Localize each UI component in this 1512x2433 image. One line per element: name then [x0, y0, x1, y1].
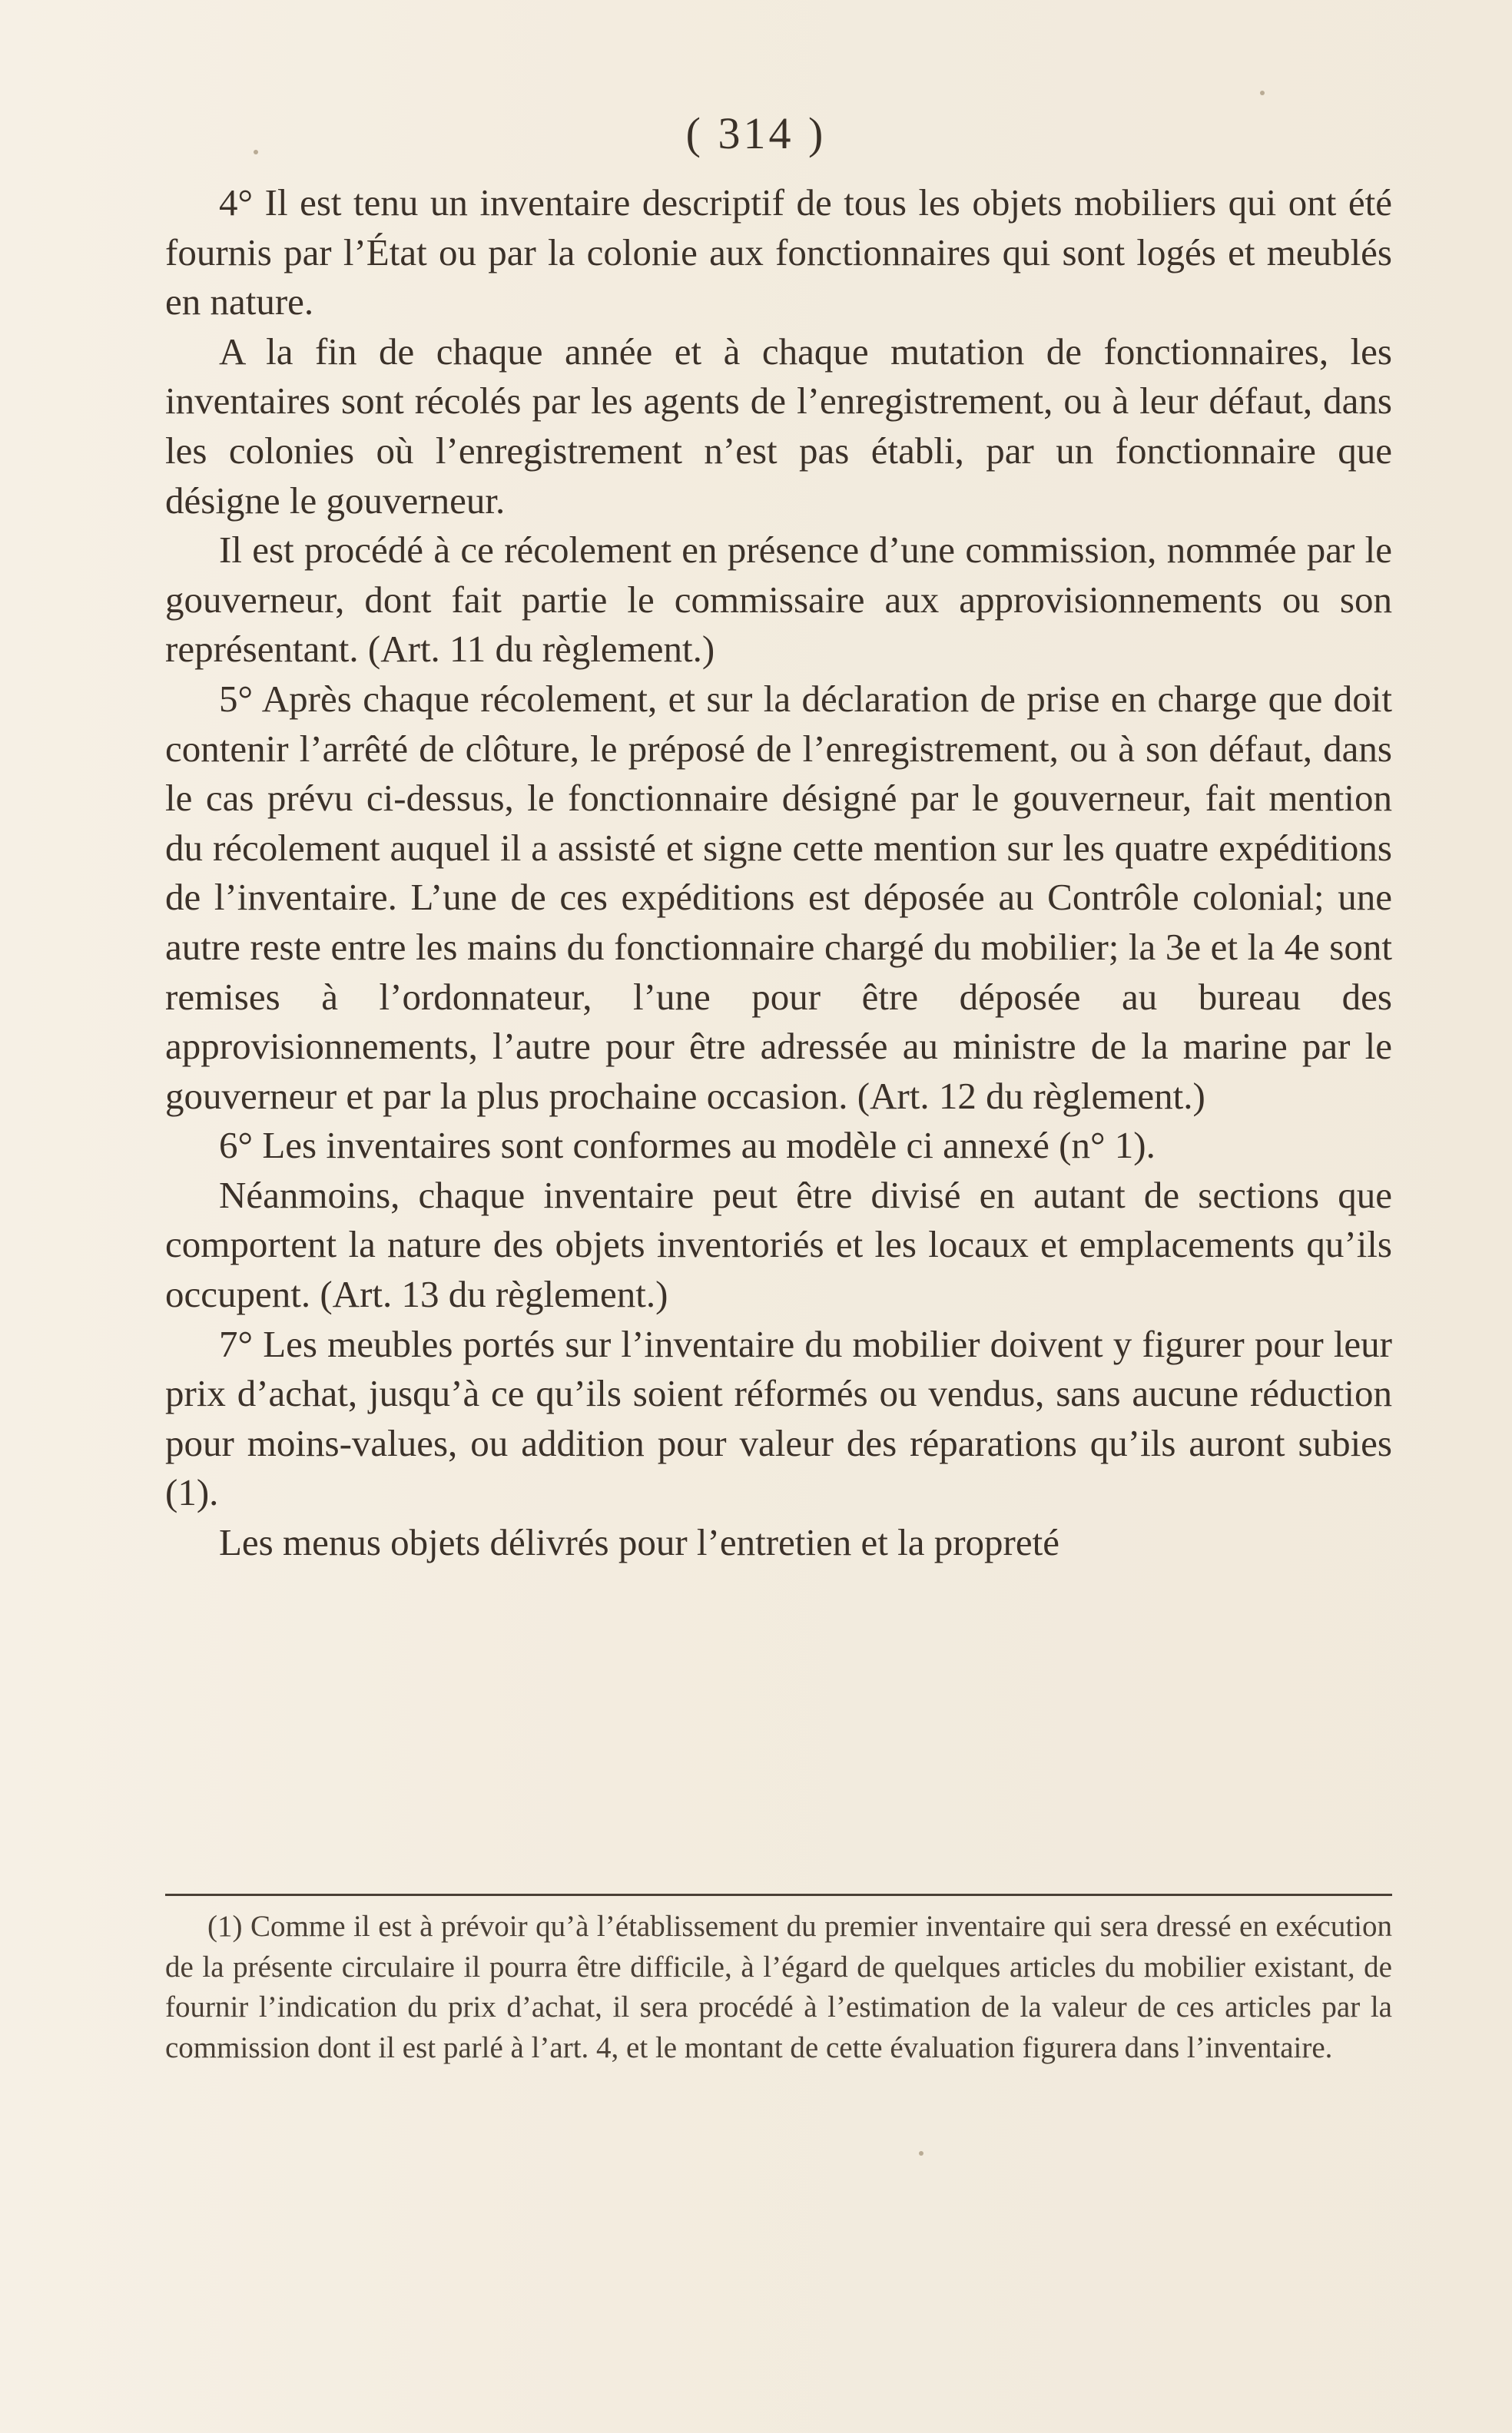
footnote-block [165, 1907, 1392, 2068]
footnote-text: (1) Comme il est à prévoir qu’à l’établissement du premier inventaire qui sera dressé en exécution de la présente circulaire il pourra être difficile, à l’égard de quelques articles du mobilier existant, de fournir l’indication du prix d’achat, il sera procédé à l’estimation de la valeur de ces articles par la commission dont il est parlé à l’art. 4, et le montant de cette évaluation figurera dans l’inventaire. [165, 1910, 1392, 2064]
paragraph-annual-recount: A la fin de chaque année et à chaque mutation de fonctionnaires, les inventaires sont récolés par les agents de l’enregistrement, ou à leur défaut, dans les colonies où l’enregistrement n’est pas établi, par un fonctionnaire que désigne le gouverneur. [165, 330, 1392, 522]
paper-speck [1260, 91, 1265, 95]
page-number-header: ( 314 ) [685, 108, 827, 158]
paragraph-menus-objets: Les menus objets délivrés pour l’entretien et la propreté [219, 1521, 1059, 1564]
paragraph-item-4: 4° Il est tenu un inventaire descriptif de tous les objets mobiliers qui ont été fournis par l’État ou par la colonie aux fonctionnaires qui sont logés et meublés en nature. [165, 181, 1392, 323]
paragraph-sections: Néanmoins, chaque inventaire peut être divisé en autant de sections que comportent la nature des objets inventoriés et les locaux et emplacements qu’ils occupent. (Art. 13 du règlement.) [165, 1173, 1392, 1316]
paragraph-item-7: 7° Les meubles portés sur l’inventaire du mobilier doivent y figurer pour leur prix d’achat, jusqu’à ce qu’ils soient réformés ou vendus, sans aucune réduction pour moins-values, ou addition pour valeur des réparations qu’ils auront subies (1). [165, 1322, 1392, 1514]
paper-speck [254, 150, 258, 154]
paragraph-item-6: 6° Les inventaires sont conformes au modèle ci annexé (n° 1). [219, 1124, 1156, 1167]
main-text-block [165, 178, 1392, 1568]
footnote-divider [165, 1894, 1392, 1896]
paragraph-item-5: 5° Après chaque récolement, et sur la déclaration de prise en charge que doit contenir l’arrêté de clôture, le préposé de l’enregistrement, ou à son défaut, dans le cas prévu ci-dessus, le fonctionnaire désigné par le gouverneur, fait mention du récolement auquel il a assisté et signe cette mention sur les quatre expéditions de l’inventaire. L’une de ces expéditions est déposée au Contrôle colonial; une autre reste entre les mains du fonctionnaire chargé du mobilier; la 3e et la 4e sont remises à l’ordonnateur, l’une pour être déposée au bureau des approvisionnements, l’autre pour être adressée au ministre de la marine par le gouverneur et par la plus prochaine occasion. (Art. 12 du règlement.) [165, 677, 1392, 1117]
paragraph-commission: Il est procédé à ce récolement en présence d’une commission, nommée par le gouverneur, dont fait partie le commissaire aux approvisionnements ou son représentant. (Art. 11 du règlement.) [165, 529, 1392, 671]
paper-speck [919, 2151, 923, 2156]
